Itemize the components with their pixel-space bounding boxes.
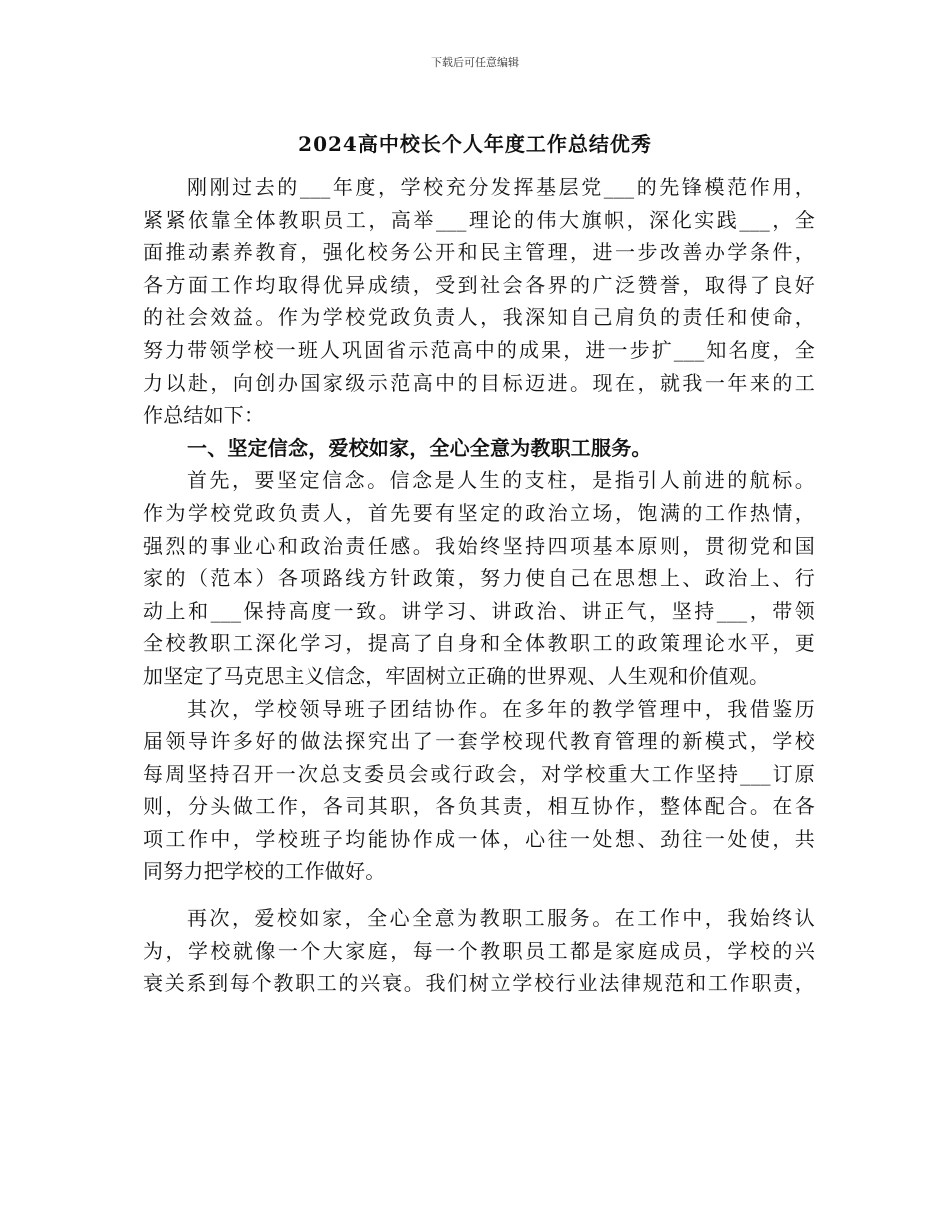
paragraph-line: 再次，爱校如家，全心全意为教职工服务。在工作中，我始终认 <box>187 906 815 931</box>
paragraph-line: 全校教职工深化学习，提高了自身和全体教职工的政策理论水平，更 <box>143 631 815 656</box>
section-heading: 一、坚定信念，爱校如家，全心全意为教职工服务。 <box>187 435 652 460</box>
paragraph-line: 衰关系到每个教职工的兴衰。我们树立学校行业法律规范和工作职责， <box>143 971 815 996</box>
paragraph-line: 首先，要坚定信念。信念是人生的支柱，是指引人前进的航标。 <box>187 468 815 493</box>
paragraph-line: 项工作中，学校班子均能协作成一体，心往一处想、劲往一处使，共 <box>143 826 815 851</box>
paragraph-line: 届领导许多好的做法探究出了一套学校现代教育管理的新模式，学校 <box>143 729 815 754</box>
paragraph-line: 家的（范本）各项路线方针政策，努力使自己在思想上、政治上、行 <box>143 566 815 591</box>
paragraph-line: 紧紧依靠全体教职员工，高举___理论的伟大旗帜，深化实践___，全 <box>143 207 815 232</box>
paragraph-gap <box>143 888 815 902</box>
paragraph-line: 为，学校就像一个大家庭，每一个教职员工都是家庭成员，学校的兴 <box>143 938 815 963</box>
paragraph-line: 的社会效益。作为学校党政负责人，我深知自己肩负的责任和使命， <box>143 305 815 330</box>
paragraph-line: 则，分头做工作，各司其职，各负其责，相互协作，整体配合。在各 <box>143 794 815 819</box>
paragraph-line: 作为学校党政负责人，首先要有坚定的政治立场，饱满的工作热情， <box>143 500 815 525</box>
paragraph-line: 动上和___保持高度一致。讲学习、讲政治、讲正气，坚持___，带领 <box>143 598 815 623</box>
paragraph-line: 同努力把学校的工作做好。 <box>143 859 386 884</box>
paragraph-line: 努力带领学校一班人巩固省示范高中的成果，进一步扩___知名度，全 <box>143 337 815 362</box>
paragraph-line: 面推动素养教育，强化校务公开和民主管理，进一步改善办学条件， <box>143 240 815 265</box>
paragraph-line: 加坚定了马克思主义信念，牢固树立正确的世界观、人生观和价值观。 <box>143 663 770 688</box>
paragraph-line: 力以赴，向创办国家级示范高中的目标迈进。现在，就我一年来的工 <box>143 370 815 395</box>
paragraph-line: 其次，学校领导班子团结协作。在多年的教学管理中，我借鉴历 <box>187 696 815 721</box>
paragraph-line: 每周坚持召开一次总支委员会或行政会，对学校重大工作坚持___订原 <box>143 761 815 786</box>
paragraph-line: 强烈的事业心和政治责任感。我始终坚持四项基本原则，贯彻党和国 <box>143 533 815 558</box>
document-title: 2024高中校长个人年度工作总结优秀 <box>298 132 652 156</box>
document-body <box>143 171 815 1000</box>
paragraph-line: 各方面工作均取得优异成绩，受到社会各界的广泛赞誉，取得了良好 <box>143 272 815 297</box>
page-header: 下载后可任意编辑 <box>431 56 519 69</box>
paragraph-line: 刚刚过去的___年度，学校充分发挥基层党___的先锋模范作用， <box>187 175 815 199</box>
paragraph-line: 作总结如下： <box>143 403 265 428</box>
